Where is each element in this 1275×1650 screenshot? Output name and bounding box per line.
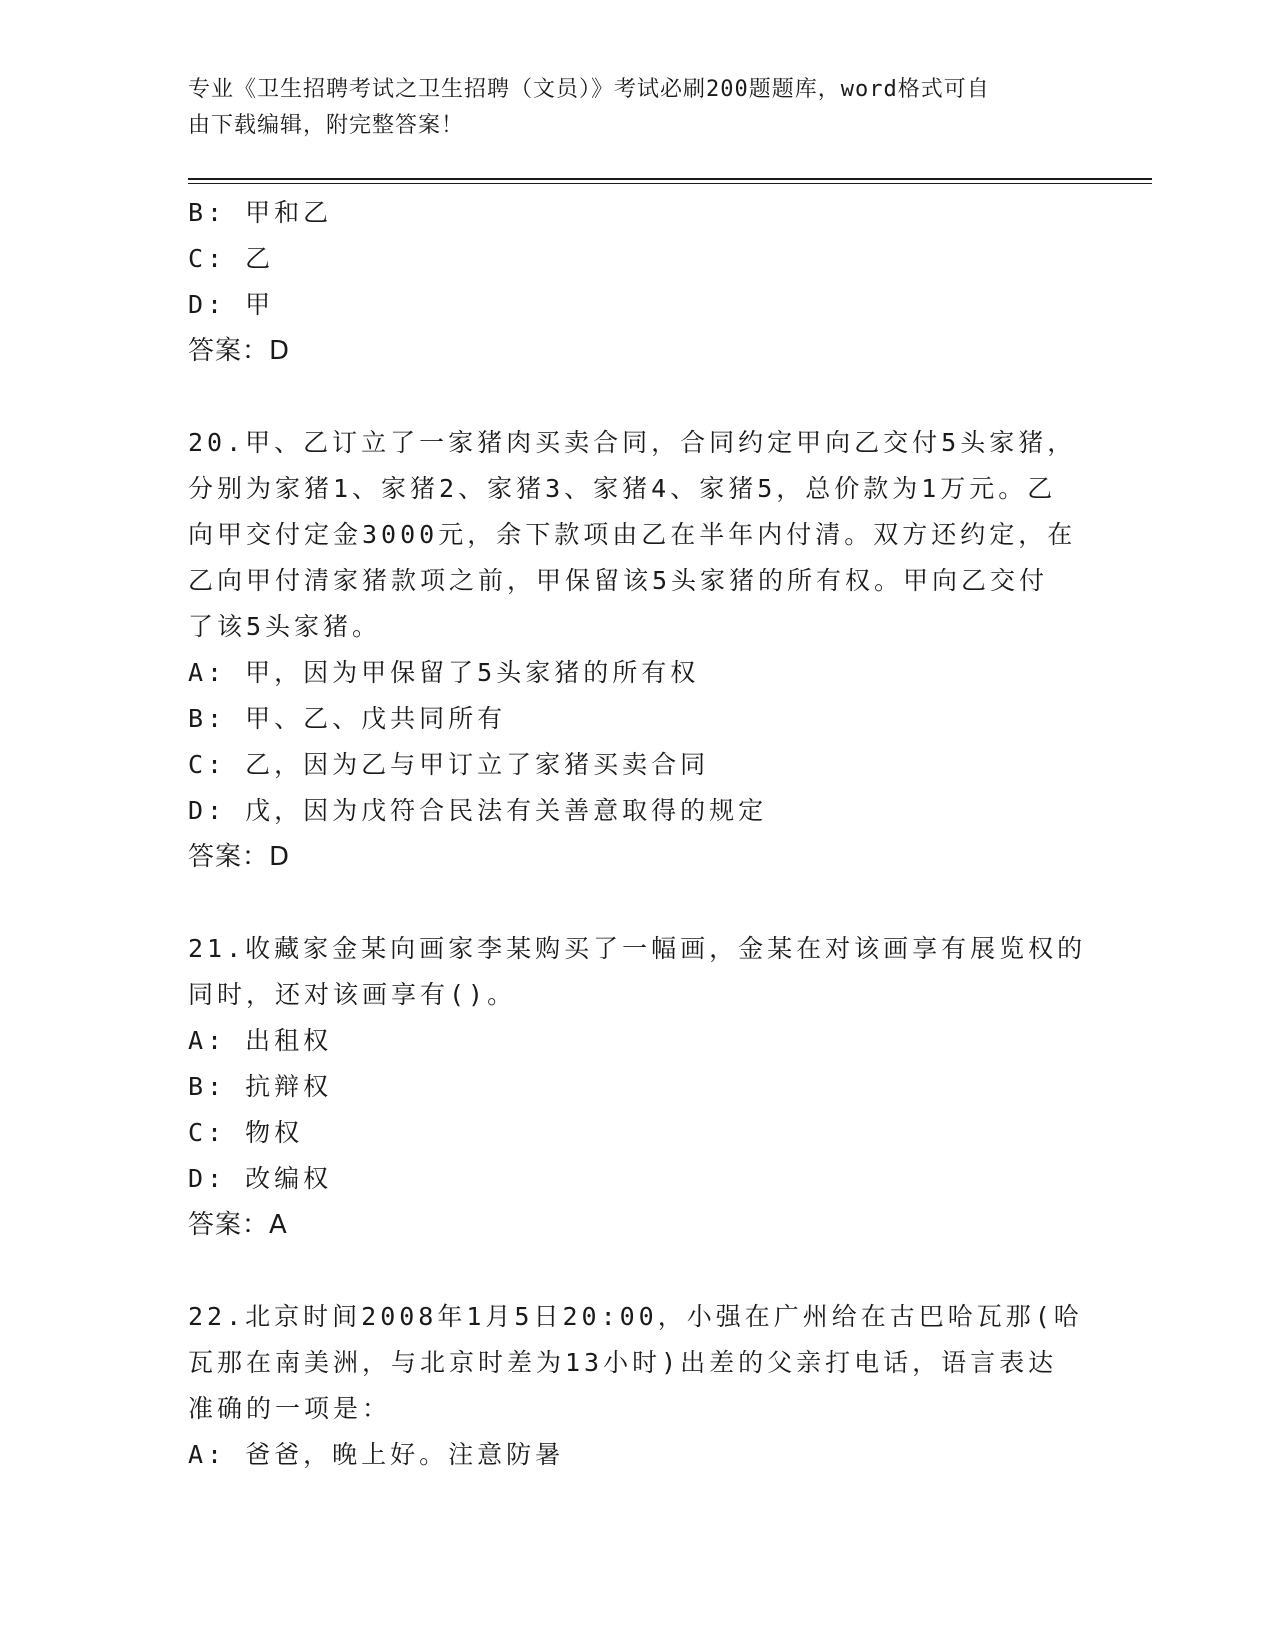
option-c: C: 乙 [188, 244, 275, 273]
question-22 [188, 1294, 1088, 1478]
question-text-line: 20.甲、乙订立了一家猪肉买卖合同，合同约定甲向乙交付5头家猪， [188, 428, 1077, 457]
option-d: D: 改编权 [188, 1164, 333, 1193]
answer: 答案：D [188, 336, 291, 366]
question-20 [188, 420, 1088, 880]
question-text-line: 瓦那在南美洲，与北京时差为13小时)出差的父亲打电话，语言表达 [188, 1348, 1058, 1377]
option-b: B: 甲和乙 [188, 198, 333, 227]
question-21 [188, 926, 1088, 1248]
option-a: A: 爸爸，晚上好。注意防暑 [188, 1440, 565, 1469]
spacer [188, 880, 1088, 926]
option-a: A: 甲，因为甲保留了5头家猪的所有权 [188, 658, 700, 687]
question-text-line: 了该5头家猪。 [188, 612, 382, 641]
document-body [188, 190, 1088, 1478]
question-text-line: 22.北京时间2008年1月5日20:00，小强在广州给在古巴哈瓦那(哈 [188, 1302, 1083, 1331]
header-line-1: 专业《卫生招聘考试之卫生招聘（文员）》考试必刷200题题库，word格式可自 [188, 77, 990, 102]
option-c: C: 物权 [188, 1118, 304, 1147]
option-b: B: 甲、乙、戊共同所有 [188, 704, 507, 733]
question-text-line: 同时，还对该画享有()。 [188, 980, 517, 1009]
spacer [188, 374, 1088, 420]
question-text-line: 向甲交付定金3000元，余下款项由乙在半年内付清。双方还约定，在 [188, 520, 1077, 549]
option-d: D: 戊，因为戊符合民法有关善意取得的规定 [188, 796, 768, 825]
answer: 答案：A [188, 1210, 288, 1240]
header-divider-thick [188, 178, 1152, 180]
answer: 答案：D [188, 842, 291, 872]
spacer [188, 1248, 1088, 1294]
option-b: B: 抗辩权 [188, 1072, 333, 1101]
question-19 [188, 190, 1088, 374]
option-c: C: 乙，因为乙与甲订立了家猪买卖合同 [188, 750, 710, 779]
option-a: A: 出租权 [188, 1026, 333, 1055]
question-text-line: 21.收藏家金某向画家李某购买了一幅画，金某在对该画享有展览权的 [188, 934, 1087, 963]
header-line-2: 由下载编辑，附完整答案！ [188, 113, 465, 138]
option-d: D: 甲 [188, 290, 275, 319]
document-header [188, 72, 1088, 144]
question-text-line: 分别为家猪1、家猪2、家猪3、家猪4、家猪5，总价款为1万元。乙 [188, 474, 1057, 503]
header-divider-thin [188, 183, 1152, 184]
question-text-line: 乙向甲付清家猪款项之前，甲保留该5头家猪的所有权。甲向乙交付 [188, 566, 1049, 595]
question-text-line: 准确的一项是： [188, 1394, 392, 1423]
